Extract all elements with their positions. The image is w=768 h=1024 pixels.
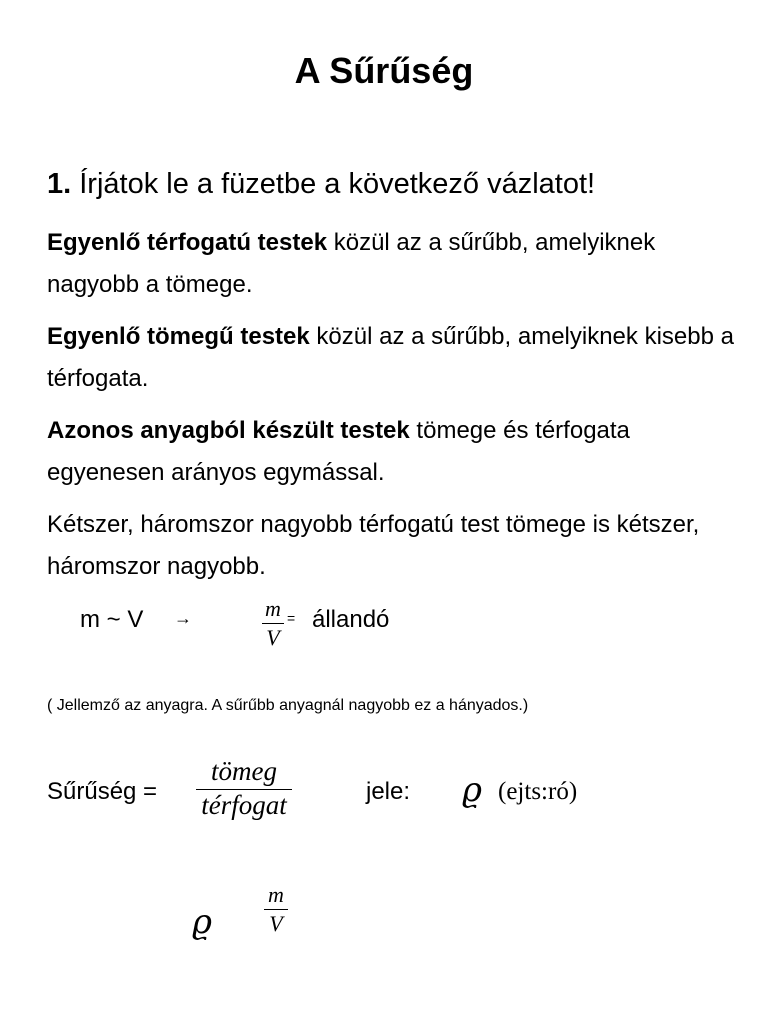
paragraph-equal-mass — [47, 316, 737, 400]
proportion-formula — [0, 598, 768, 662]
note-text: ( Jellemző az anyagra. A sűrűbb anyagnál nagyobb ez a hányados.) — [47, 697, 529, 714]
arrow-right-icon: → — [174, 608, 192, 628]
section-heading-text: Írjátok le a füzetbe a következő vázlatot! — [79, 168, 596, 200]
paragraph-text: tömege és térfogata egyenesen arányos egymással. — [47, 417, 630, 486]
density-definition — [0, 756, 768, 836]
paragraph-proportional — [47, 504, 737, 588]
proportion-result: állandó — [312, 606, 390, 633]
fraction-denominator: V — [269, 911, 283, 936]
paragraph-bold: Azonos anyagból készült testek — [47, 417, 410, 444]
rho-symbol: ϱ — [462, 770, 482, 810]
proportion-relation: m ~ V — [80, 606, 144, 633]
section-number: 1. — [47, 168, 72, 200]
fraction-numerator: m — [265, 596, 281, 621]
page-title: A Sűrűség — [294, 50, 474, 91]
fraction-m-over-v — [262, 596, 284, 651]
paragraph-text: közül az a sűrűbb, amelyiknek nagyobb a tömege. — [47, 229, 656, 298]
fraction-bar — [264, 909, 288, 910]
paragraph-equal-volume — [47, 222, 737, 306]
paragraph-same-material — [47, 410, 737, 494]
density-label: Sűrűség = — [47, 778, 158, 805]
equals-sign: = — [287, 610, 296, 626]
rho-symbol-final: ϱ — [192, 902, 212, 942]
fraction-bar — [262, 623, 284, 624]
symbol-label: jele: — [366, 778, 411, 805]
paragraph-bold: Egyenlő tömegű testek — [47, 323, 310, 350]
paragraph-text: Kétszer, háromszor nagyobb térfogatú test tömege is kétszer, háromszor nagyobb. — [47, 511, 700, 580]
fraction-mass-over-volume — [196, 756, 292, 821]
paragraph-bold: Egyenlő térfogatú testek — [47, 229, 328, 256]
fraction-numerator: tömeg — [211, 756, 277, 786]
fraction-numerator: m — [268, 882, 284, 907]
paragraph-text: közül az a sűrűbb, amelyiknek kisebb a térfogata. — [47, 323, 734, 392]
fraction-denominator: térfogat — [201, 790, 287, 820]
pronunciation: (ejts:ró) — [498, 778, 578, 805]
section-heading — [47, 168, 595, 201]
fraction-m-over-v-final — [264, 882, 288, 937]
fraction-denominator: V — [266, 625, 280, 650]
